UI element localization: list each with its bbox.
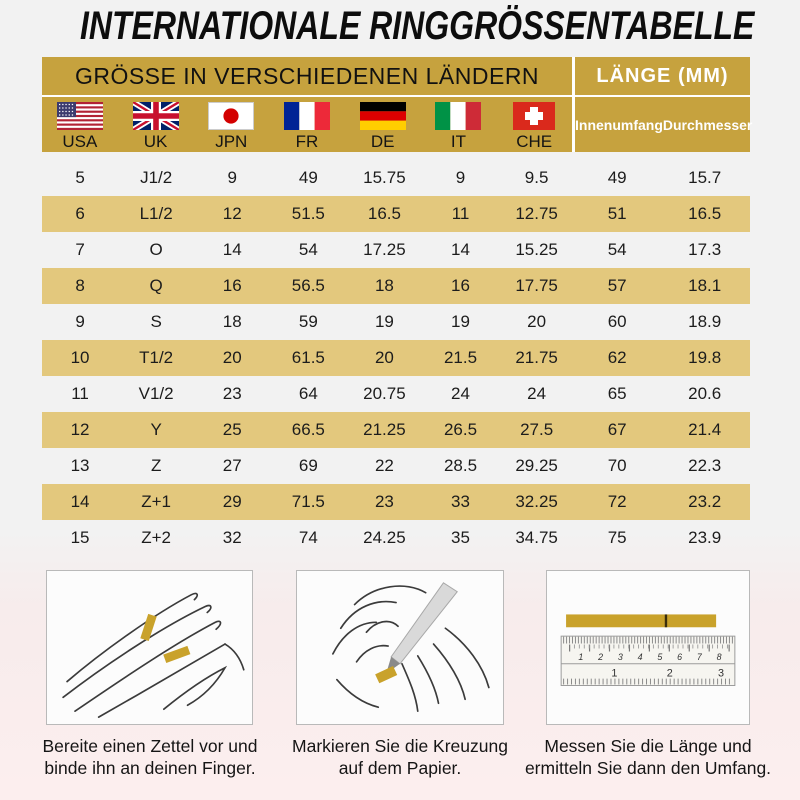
cell-innenumfang: 72	[607, 492, 627, 511]
ruler-inch-number: 2	[666, 667, 673, 680]
cell-usa: 13	[70, 456, 90, 475]
cell-usa: 8	[75, 276, 85, 295]
cell-it: 19	[451, 312, 470, 331]
cell-usa: 15	[70, 528, 90, 547]
cell-usa: 14	[70, 492, 90, 511]
cell-che: 34.75	[515, 528, 558, 547]
column-header-che	[496, 97, 572, 152]
cell-usa: 6	[75, 204, 85, 223]
table-row	[42, 268, 750, 304]
cell-durchmesser: 15.7	[688, 168, 722, 187]
table-row	[42, 520, 750, 556]
table-row	[42, 412, 750, 448]
cell-it: 28.5	[443, 456, 478, 475]
cell-jpn: 14	[222, 240, 242, 259]
cell-che: 21.75	[515, 348, 558, 367]
cell-uk: Y	[150, 420, 162, 439]
cell-fr: 71.5	[291, 492, 325, 511]
ruler-cm-number: 7	[696, 651, 702, 662]
cell-innenumfang: 57	[607, 276, 627, 295]
cell-durchmesser: 18.9	[688, 312, 722, 331]
table-row	[42, 484, 750, 520]
cell-durchmesser: 22.3	[688, 456, 722, 475]
cell-durchmesser: 20.6	[688, 384, 722, 403]
cell-jpn: 18	[222, 312, 242, 331]
cell-de: 18	[374, 276, 394, 295]
cell-fr: 54	[298, 240, 318, 259]
column-header-it	[421, 97, 497, 152]
cell-fr: 59	[298, 312, 318, 331]
cell-fr: 64	[298, 384, 318, 403]
cell-durchmesser: 16.5	[688, 204, 722, 223]
cell-de: 21.25	[363, 420, 406, 439]
cell-usa: 10	[70, 348, 90, 367]
table-group-header	[42, 57, 750, 97]
cell-durchmesser: 21.4	[688, 420, 722, 439]
column-header-uk	[118, 97, 194, 152]
cell-jpn: 32	[222, 528, 242, 547]
cell-durchmesser: 19.8	[688, 348, 722, 367]
ruler-cm-number: 8	[716, 651, 722, 662]
cell-innenumfang: 67	[607, 420, 627, 439]
cell-de: 20.75	[363, 384, 406, 403]
cell-de: 23	[374, 492, 394, 511]
step-3-caption	[498, 735, 798, 779]
cell-uk: Z	[150, 456, 162, 475]
cell-usa: 5	[75, 168, 85, 187]
group-header-sizes: GRÖSSE IN VERSCHIEDENEN LÄNDERN	[42, 57, 575, 97]
table-row	[42, 376, 750, 412]
ring-size-table	[42, 57, 753, 556]
ruler-cm-number: 2	[598, 651, 604, 662]
step-3-illustration-box	[546, 570, 750, 725]
cell-uk: Z+1	[141, 492, 172, 511]
cell-fr: 49	[298, 168, 318, 187]
france-flag-icon	[284, 102, 330, 130]
cell-durchmesser: 18.1	[688, 276, 722, 295]
column-header-fr	[269, 97, 345, 152]
cell-it: 21.5	[443, 348, 478, 367]
country-code: FR	[295, 132, 319, 151]
cell-jpn: 29	[222, 492, 242, 511]
cell-usa: 7	[75, 240, 85, 259]
cell-uk: O	[149, 240, 163, 259]
ruler-cm-number: 3	[617, 651, 623, 662]
ring-size-rows	[42, 160, 750, 556]
usa-flag-icon	[57, 102, 103, 130]
cell-uk: T1/2	[139, 348, 174, 367]
step-3-caption-line1: Messen Sie die Länge und	[544, 736, 752, 756]
step-3-caption-line2: ermitteln Sie dann den Umfang.	[524, 758, 772, 778]
cell-usa: 11	[71, 384, 89, 403]
cell-it: 11	[451, 204, 470, 223]
japan-flag-icon	[208, 102, 254, 130]
country-code: DE	[370, 132, 395, 151]
cell-it: 26.5	[443, 420, 478, 439]
cell-de: 15.75	[363, 168, 406, 187]
cell-che: 27.5	[520, 420, 554, 439]
cell-de: 19	[374, 312, 394, 331]
cell-innenumfang: 49	[607, 168, 627, 187]
cell-che: 9.5	[524, 168, 549, 187]
uk-flag-icon	[133, 102, 179, 130]
cell-usa: 12	[70, 420, 90, 439]
table-row	[42, 340, 750, 376]
cell-uk: J1/2	[140, 168, 173, 187]
cell-che: 32.25	[515, 492, 558, 511]
cell-it: 16	[451, 276, 470, 295]
cell-innenumfang: 54	[607, 240, 627, 259]
cell-jpn: 27	[222, 456, 242, 475]
cell-che: 17.75	[515, 276, 558, 295]
table-column-header	[42, 97, 753, 152]
step-1-caption-line2: binde ihn an deinen Finger.	[44, 758, 256, 778]
cell-durchmesser: 17.3	[688, 240, 722, 259]
table-row	[42, 304, 750, 340]
cell-de: 20	[374, 348, 394, 367]
ruler-cm-number: 5	[657, 651, 663, 662]
table-row	[42, 196, 750, 232]
country-columns	[42, 97, 575, 152]
cell-fr: 51.5	[291, 204, 325, 223]
cell-jpn: 20	[222, 348, 242, 367]
cell-it: 14	[451, 240, 470, 259]
cell-innenumfang: 65	[607, 384, 627, 403]
cell-jpn: 25	[222, 420, 242, 439]
cell-de: 24.25	[363, 528, 406, 547]
cell-uk: Q	[149, 276, 163, 295]
country-code: JPN	[215, 132, 248, 151]
country-code: IT	[450, 132, 466, 151]
cell-it: 35	[451, 528, 470, 547]
step-2-caption-line1: Markieren Sie die Kreuzung	[292, 736, 508, 756]
cell-che: 12.75	[515, 204, 558, 223]
cell-innenumfang: 62	[607, 348, 627, 367]
table-row	[42, 160, 750, 196]
hand-with-paper-strip-icon	[47, 571, 252, 724]
step-1-illustration-box	[46, 570, 253, 725]
cell-uk: Z+2	[141, 528, 172, 547]
cell-uk: S	[150, 312, 162, 331]
column-header-jpn	[193, 97, 269, 152]
ruler-inch-number: 3	[718, 667, 725, 680]
cell-jpn: 23	[222, 384, 242, 403]
ruler-inch-number: 1	[611, 667, 618, 680]
cell-fr: 74	[298, 528, 318, 547]
germany-flag-icon	[360, 102, 406, 130]
cell-it: 9	[455, 168, 466, 187]
cell-che: 24	[527, 384, 547, 403]
cell-de: 17.25	[363, 240, 406, 259]
italy-flag-icon	[435, 102, 481, 130]
cell-fr: 66.5	[291, 420, 325, 439]
cell-de: 16.5	[367, 204, 401, 223]
country-code: USA	[62, 132, 98, 151]
cell-innenumfang: 75	[607, 528, 627, 547]
cell-fr: 61.5	[291, 348, 325, 367]
column-header-usa	[42, 97, 118, 152]
cell-che: 15.25	[515, 240, 558, 259]
ruler-cm-number: 1	[578, 651, 584, 662]
cell-che: 20	[527, 312, 547, 331]
cell-innenumfang: 60	[607, 312, 627, 331]
step-2-illustration-box	[296, 570, 504, 725]
cell-fr: 56.5	[291, 276, 325, 295]
ruler-cm-number: 4	[637, 651, 643, 662]
cell-durchmesser: 23.9	[688, 528, 722, 547]
ruler-measuring-strip-icon	[547, 571, 749, 724]
cell-jpn: 16	[222, 276, 242, 295]
cell-fr: 69	[298, 456, 318, 475]
pen-marking-paper-icon	[297, 571, 503, 724]
cell-innenumfang: 70	[607, 456, 627, 475]
column-header-de	[345, 97, 421, 152]
cell-jpn: 9	[227, 168, 237, 187]
step-1-caption-line1: Bereite einen Zettel vor und	[42, 736, 258, 756]
country-code: UK	[143, 132, 168, 151]
measurement-instructions	[0, 570, 800, 800]
cell-usa: 9	[75, 312, 85, 331]
cell-durchmesser: 23.2	[688, 492, 722, 511]
cell-de: 22	[374, 456, 394, 475]
column-header-durchmesser: Durchmesser	[662, 116, 753, 133]
cell-it: 33	[451, 492, 470, 511]
page-title: INTERNATIONALE RINGGRÖSSENTABELLE	[80, 4, 755, 48]
table-row	[42, 448, 750, 484]
cell-che: 29.25	[515, 456, 558, 475]
cell-jpn: 12	[222, 204, 242, 223]
cell-innenumfang: 51	[607, 204, 627, 223]
table-row	[42, 232, 750, 268]
country-code: CHE	[516, 132, 553, 151]
cell-uk: V1/2	[138, 384, 174, 403]
length-columns	[575, 97, 753, 152]
switzerland-flag-icon	[513, 102, 555, 130]
ruler-cm-number: 6	[677, 651, 683, 662]
group-header-length: LÄNGE (MM)	[575, 57, 750, 97]
column-header-innenumfang: Innenumfang	[575, 116, 663, 133]
cell-it: 24	[451, 384, 470, 403]
step-2-caption-line2: auf dem Papier.	[338, 758, 462, 778]
cell-uk: L1/2	[139, 204, 173, 223]
